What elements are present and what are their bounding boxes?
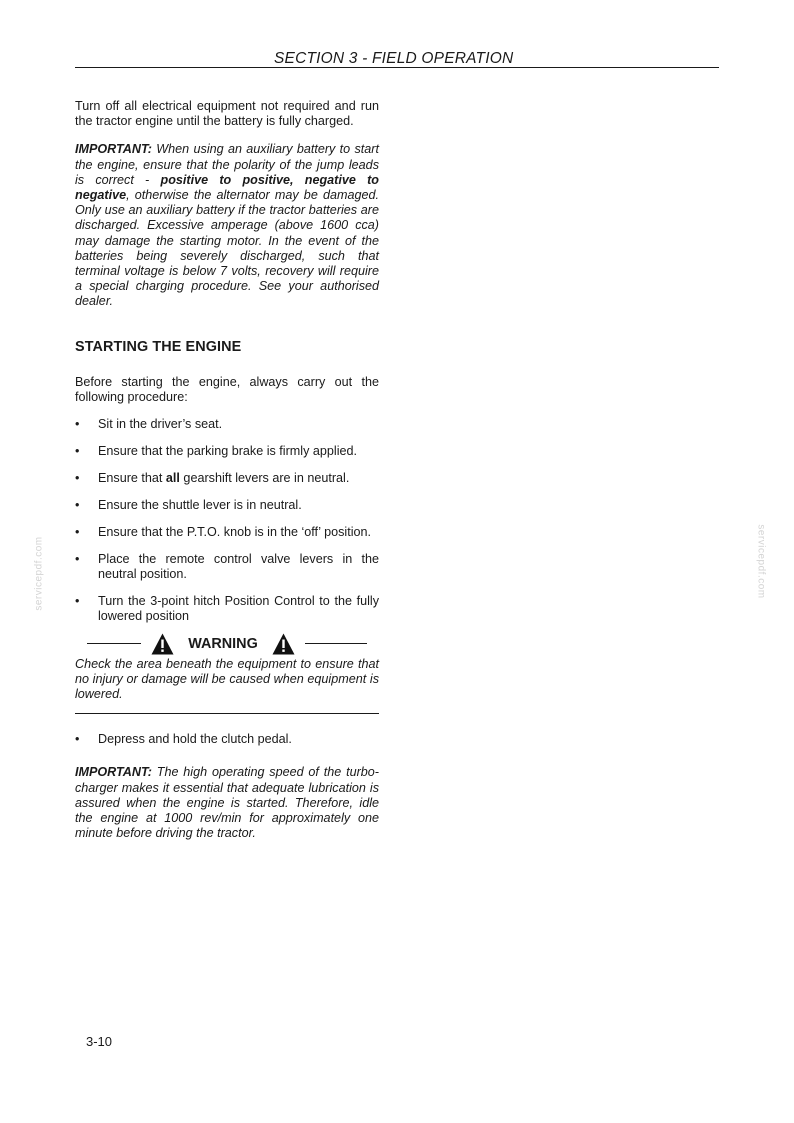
watermark-left: servicepdf.com xyxy=(33,536,45,611)
section-title: SECTION 3 - FIELD OPERATION xyxy=(274,50,514,67)
list-item-text: Ensure that the P.T.O. knob is in the ‘off’ position. xyxy=(98,525,372,540)
list-item-text: Turn the 3-point hitch Position Control to the fully lowered position xyxy=(98,594,379,624)
warning-line-left xyxy=(87,643,141,644)
list-item-text: Ensure that the parking brake is firmly applied. xyxy=(98,444,358,459)
intro-paragraph: Turn off all electrical equipment not required and run the tractor engine until the battery is fully charged. xyxy=(75,99,379,129)
warning-label: WARNING xyxy=(188,635,258,652)
important-label: IMPORTANT: xyxy=(75,142,152,157)
bullet: • xyxy=(75,498,80,513)
procedure-list xyxy=(75,417,379,625)
warning-bottom-rule xyxy=(75,713,379,714)
warning-box xyxy=(75,631,379,715)
important-note-turbo xyxy=(75,765,379,841)
list-item xyxy=(75,594,379,624)
bullet: • xyxy=(75,732,80,747)
list-item-text: Depress and hold the clutch pedal. xyxy=(98,732,292,747)
clutch-list xyxy=(75,732,379,747)
main-column xyxy=(75,99,379,854)
important-label: IMPORTANT: xyxy=(75,765,152,780)
warning-line-right xyxy=(305,643,367,644)
list-item xyxy=(75,417,379,432)
list-item xyxy=(75,444,379,459)
list-item-text: Place the remote control valve levers in the neutral position. xyxy=(98,552,379,582)
watermark-right: servicepdf.com xyxy=(755,524,767,599)
page-number: 3-10 xyxy=(86,1034,113,1049)
procedure-intro: Before starting the engine, always carry out the following procedure: xyxy=(75,374,379,404)
list-item xyxy=(75,471,379,486)
list-item-text: Sit in the driver’s seat. xyxy=(98,417,223,432)
bullet: • xyxy=(75,444,80,459)
section-heading: STARTING THE ENGINE xyxy=(75,338,242,355)
important-text-a: When using an auxiliary battery to start the engine, ensure that the polarity of the jump leads is correct - xyxy=(75,142,379,187)
warning-triangle-icon xyxy=(272,633,295,655)
bullet: • xyxy=(75,471,80,486)
list-item xyxy=(75,525,379,540)
list-item-text-pre: Ensure that xyxy=(98,471,166,486)
list-item-text-bold: all xyxy=(165,471,180,486)
bullet: • xyxy=(75,594,80,609)
warning-header xyxy=(75,631,379,657)
warning-triangle-icon xyxy=(151,633,174,655)
important-bold-polarity: positive to positive, negative to negative xyxy=(75,172,379,203)
header-rule xyxy=(75,67,719,68)
warning-text: Check the area beneath the equipment to ensure that no injury or damage will be caused when equipment is lowered. xyxy=(75,656,379,702)
list-item-text: Ensure the shuttle lever is in neutral. xyxy=(98,498,302,513)
important-note-battery xyxy=(75,142,379,309)
bullet: • xyxy=(75,525,80,540)
important-text-c: , otherwise the alternator may be damaged. Only use an auxiliary battery if the tractor batteries are discharged. Excessive amperage (above 1600 cca) may damage the starting motor. In the event of the batteries being severely discharged, such that terminal voltage is below 7 volts, recovery will require a special charging procedure. See your authorised dealer. xyxy=(75,188,379,309)
list-item xyxy=(75,498,379,513)
bullet: • xyxy=(75,552,80,567)
bullet: • xyxy=(75,417,80,432)
list-item xyxy=(75,552,379,582)
list-item-text-post: gearshift levers are in neutral. xyxy=(179,471,350,486)
list-item xyxy=(75,732,379,747)
important-text: The high operating speed of the turbo-charger makes it essential that adequate lubrication is assured when the engine is started. Therefore, idle the engine at 1000 rev/min for approximately one minute before driving the tractor. xyxy=(75,765,379,841)
